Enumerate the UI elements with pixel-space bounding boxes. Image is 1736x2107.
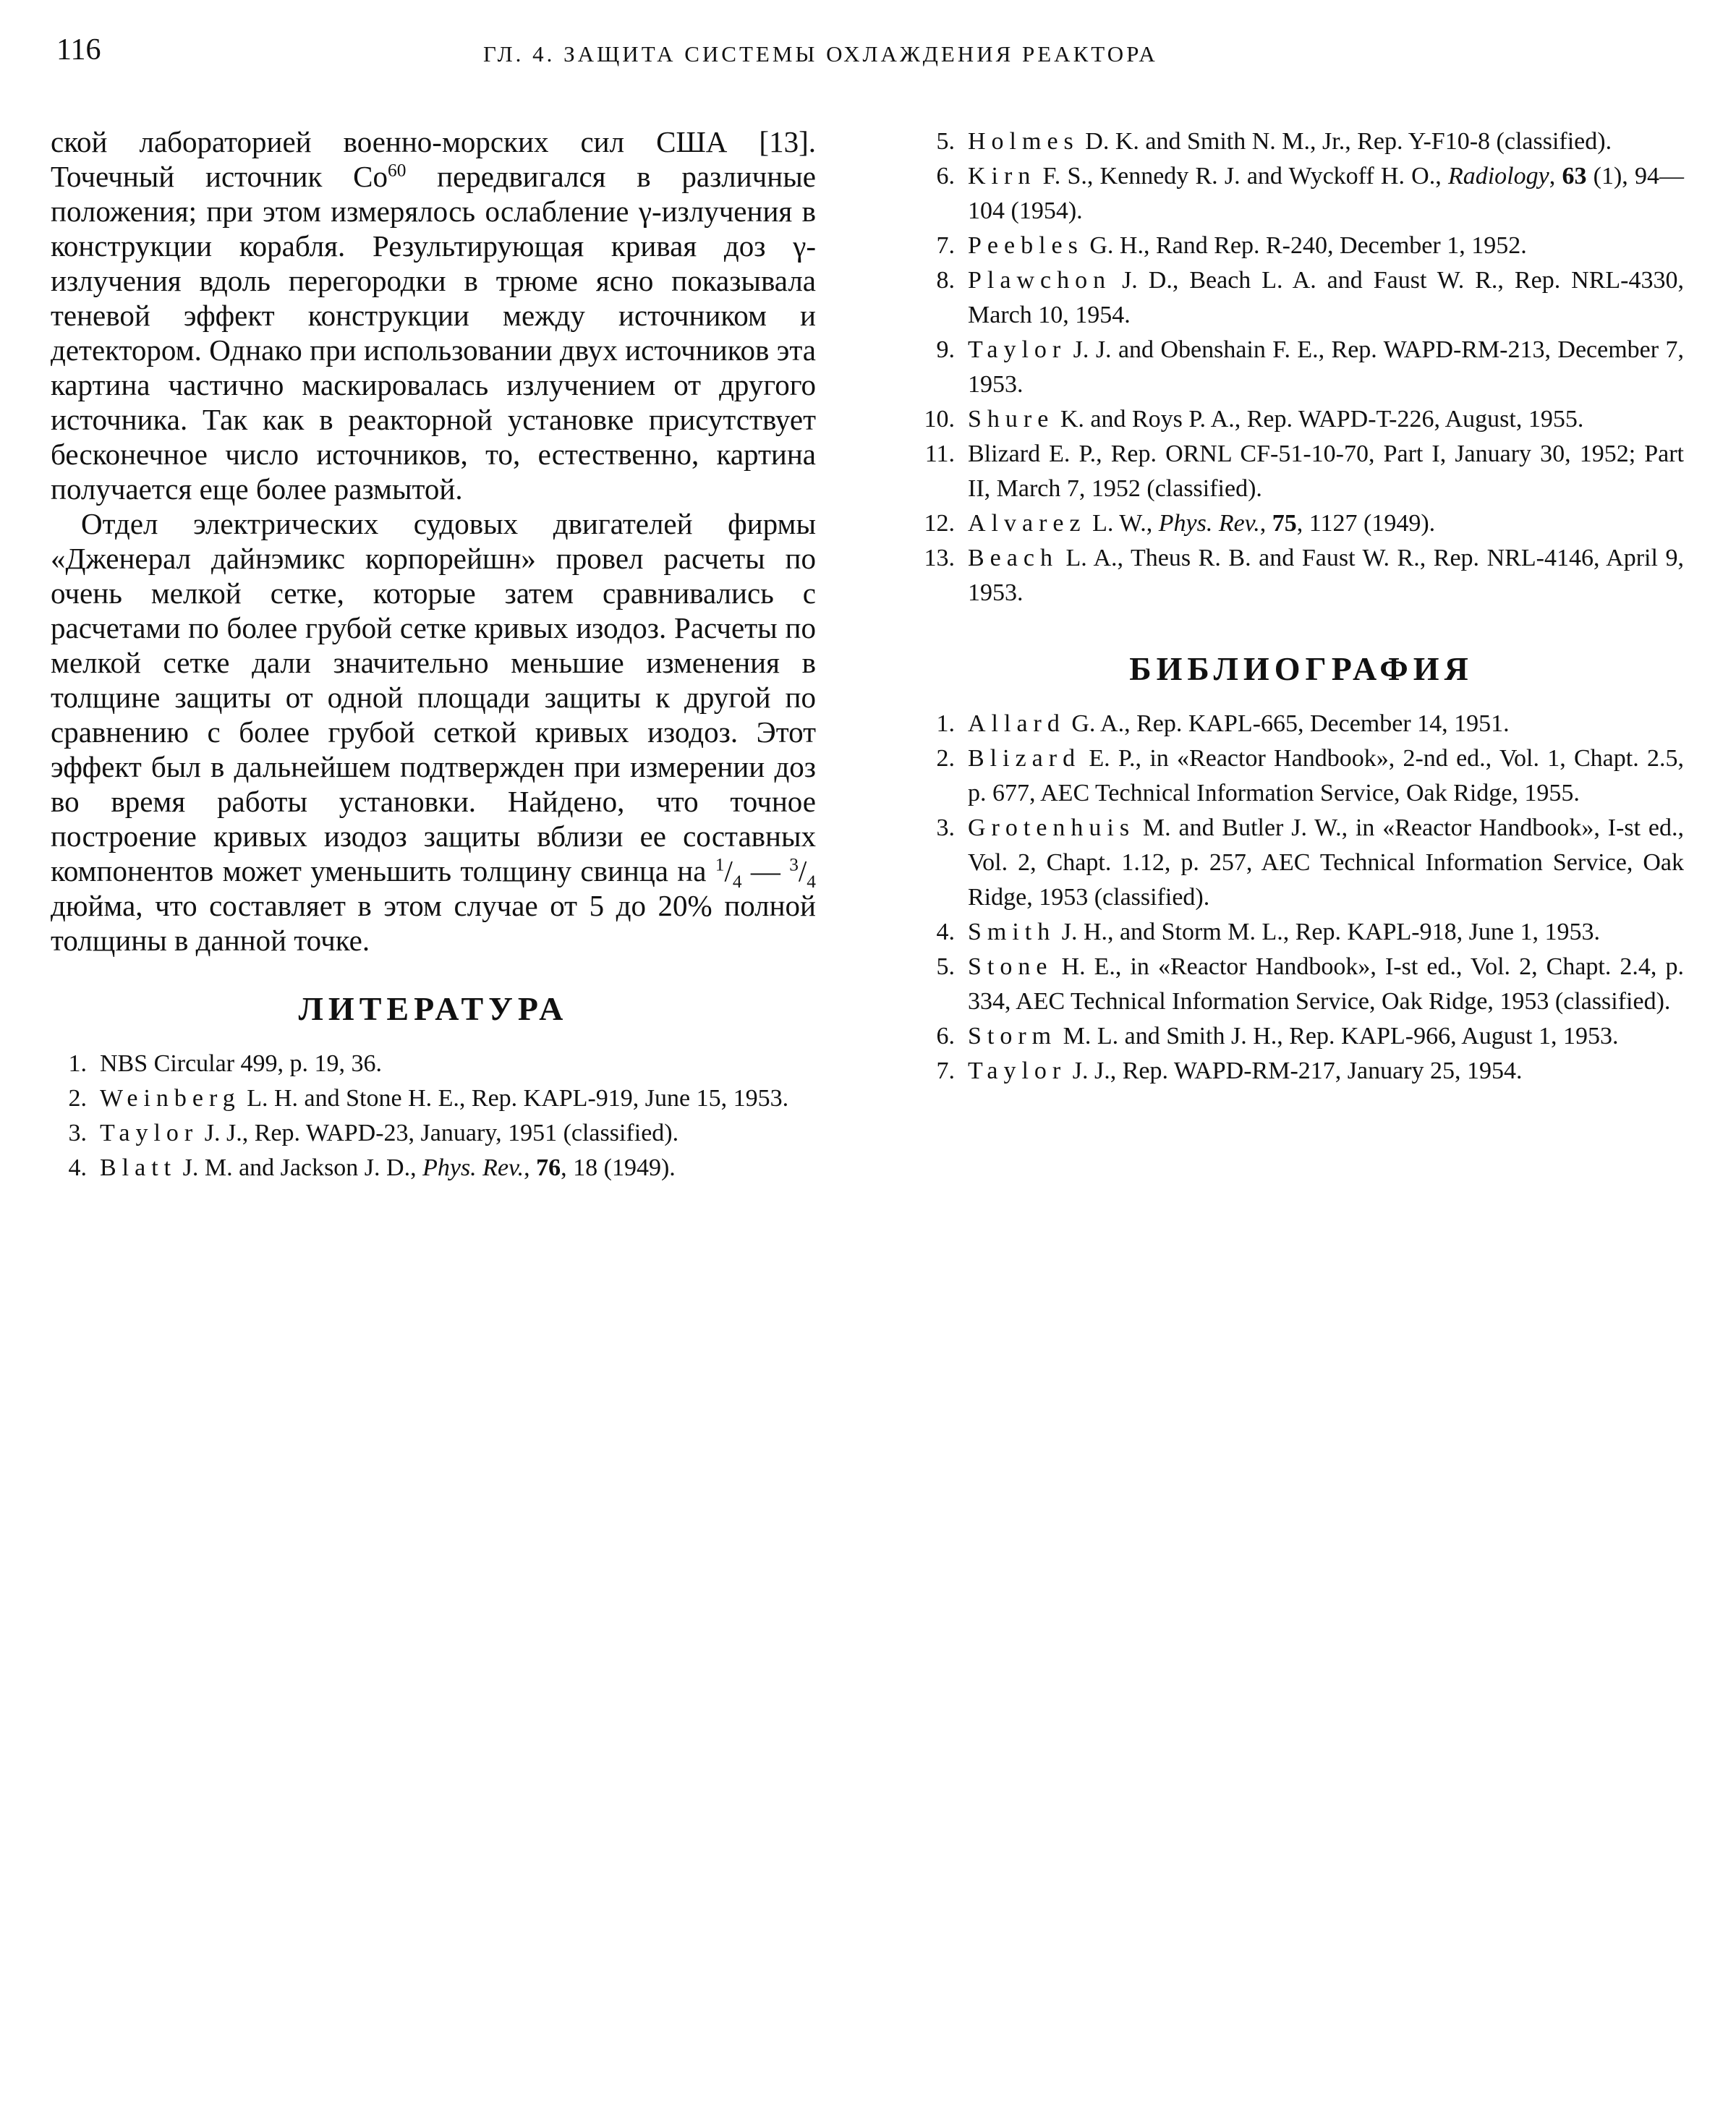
page-header	[56, 33, 1684, 83]
reference-tail: , 18 (1949).	[561, 1154, 676, 1181]
reference-author: Holmes	[968, 128, 1079, 155]
reference-text: Blizard E. P., Rep. ORNL CF-51-10-70, Part I, January 30, 1952; Part II, March 7, 1952 (classified).	[968, 440, 1684, 502]
paragraph-text: дюйма, что составляет в этом случае от 5 до 20% полной толщины в данной точке.	[51, 889, 816, 957]
reference-tail: (1), 94—104 (1954).	[968, 163, 1685, 224]
reference-author: Kirn	[968, 163, 1037, 190]
reference-volume: 63	[1562, 163, 1587, 190]
reference-item	[919, 915, 1684, 950]
bibliography-title: БИБЛИОГРАФИЯ	[1129, 650, 1473, 687]
reference-author: Weinberg	[100, 1085, 241, 1112]
reference-text: M. and Butler J. W., in «Reactor Handbook», I-st ed., Vol. 2, Chapt. 1.12, p. 257, AEC Technical Information Service, Oak Ridge, 1953 (classified).	[968, 814, 1684, 911]
reference-volume: 76	[536, 1154, 561, 1181]
reference-text: J. J., Rep. WAPD-RM-217, January 25, 1954.	[1066, 1057, 1523, 1084]
reference-number: 2.	[68, 1085, 87, 1112]
reference-item	[919, 506, 1684, 541]
reference-number: 13.	[924, 545, 955, 571]
reference-text: D. K. and Smith N. M., Jr., Rep. Y-F10-8 (classified).	[1078, 128, 1612, 155]
reference-text: G. H., Rand Rep. R-240, December 1, 1952.	[1083, 232, 1527, 259]
reference-number: 2.	[936, 745, 955, 772]
reference-item	[919, 707, 1684, 741]
reference-number: 3.	[68, 1120, 87, 1146]
reference-text: NBS Circular 499, p. 19, 36.	[100, 1050, 383, 1077]
fraction-numerator: 1	[715, 854, 725, 875]
reference-number: 3.	[936, 814, 955, 841]
reference-separator: ,	[1259, 510, 1272, 537]
reference-text: J. M. and Jackson J. D.,	[176, 1154, 423, 1181]
reference-number: 6.	[936, 163, 955, 190]
reference-number: 11.	[924, 440, 955, 467]
reference-journal: Radiology	[1447, 163, 1549, 190]
reference-journal: Phys. Rev.	[422, 1154, 524, 1181]
bibliography-list	[919, 707, 1684, 1089]
reference-author: Alvarez	[968, 510, 1086, 537]
reference-author: Taylor	[100, 1120, 199, 1146]
reference-text: G. A., Rep. KAPL-665, December 14, 1951.	[1065, 710, 1510, 737]
literature-list-part-2	[919, 124, 1684, 610]
range-dash: —	[741, 854, 790, 888]
reference-tail: , 1127 (1949).	[1296, 510, 1436, 537]
reference-number: 4.	[936, 919, 955, 945]
reference-item	[919, 950, 1684, 1019]
left-column	[51, 124, 816, 1186]
reference-item	[51, 1116, 816, 1151]
reference-text: K. and Roys P. A., Rep. WAPD-T-226, August, 1955.	[1054, 406, 1584, 433]
reference-number: 1.	[936, 710, 955, 737]
reference-author: Blizard	[968, 745, 1081, 772]
reference-item	[919, 1019, 1684, 1054]
reference-author: Beach	[968, 545, 1058, 571]
reference-number: 8.	[936, 267, 955, 294]
reference-item	[919, 1054, 1684, 1089]
reference-text: L. H. and Stone H. E., Rep. KAPL-919, June 15, 1953.	[240, 1085, 789, 1112]
reference-author: Shure	[968, 406, 1055, 433]
reference-journal: Phys. Rev.	[1158, 510, 1260, 537]
reference-author: Taylor	[968, 336, 1067, 363]
reference-number: 5.	[936, 953, 955, 980]
reference-text: J. D., Beach L. A. and Faust W. R., Rep. NRL-4330, March 10, 1954.	[968, 267, 1684, 328]
reference-item	[919, 402, 1684, 437]
page-number: 116	[56, 33, 101, 67]
reference-text: H. E., in «Reactor Handbook», I-st ed., Vol. 2, Chapt. 2.4, p. 334, AEC Technical Information Service, Oak Ridge, 1953 (classified).	[968, 953, 1684, 1015]
reference-author: Stone	[968, 953, 1053, 980]
literature-list-part-1	[51, 1047, 816, 1186]
reference-item	[919, 333, 1684, 402]
reference-number: 9.	[936, 336, 955, 363]
reference-text: J. J. and Obenshain F. E., Rep. WAPD-RM-213, December 7, 1953.	[968, 336, 1684, 398]
reference-text: L. A., Theus R. B. and Faust W. R., Rep. NRL-4146, April 9, 1953.	[968, 545, 1684, 606]
fraction-numerator: 3	[789, 854, 799, 875]
reference-number: 6.	[936, 1023, 955, 1050]
reference-author: Storm	[968, 1023, 1058, 1050]
reference-text: J. J., Rep. WAPD-23, January, 1951 (classified).	[198, 1120, 679, 1146]
reference-item	[919, 437, 1684, 506]
reference-item	[51, 1081, 816, 1116]
reference-text: L. W.,	[1086, 510, 1159, 537]
reference-author: Plawchon	[968, 267, 1112, 294]
reference-text: M. L. and Smith J. H., Rep. KAPL-966, August 1, 1953.	[1057, 1023, 1619, 1050]
reference-author: Taylor	[968, 1057, 1067, 1084]
reference-author: Allard	[968, 710, 1065, 737]
fraction-denominator: 4	[732, 872, 742, 893]
reference-number: 12.	[924, 510, 955, 537]
body-paragraph-2: Отдел электрических судовых двигателей фирмы «Дженерал дайнэмикс корпорейшн» провел расчеты по очень мелкой сетке, которые затем сравнивались с расчетами по более грубой сетке кривых изодоз. Расчеты по мелкой сетке дали значительно меньшие изменения в толщине защиты от одной площади защиты к другой по сравнению с более грубой сеткой кривых изодоз. Этот эффект был в дальнейшем подтвержден при измерении доз во время работы установки. Найдено, что точное построение кривых изодоз защиты вблизи ее составных компонентов может уменьшить толщину свинца на $^1/_4$ — $^3/_4$ дюйма, что составляет в этом случае от 5 до 20% полной толщины в данной точке.	[51, 507, 816, 957]
reference-number: 4.	[68, 1154, 87, 1181]
reference-author: Grotenhuis	[968, 814, 1136, 841]
reference-item	[919, 541, 1684, 610]
reference-separator: ,	[1549, 163, 1562, 190]
reference-number: 10.	[924, 406, 955, 433]
reference-item	[919, 124, 1684, 159]
paragraph-text: передвигался в различные положения; при этом измерялось ослабление γ-излучения в конструкции корабля. Результирующая кривая доз γ-излучения вдоль перегородки в трюме ясно показывала теневой эффект конструкции между источником и детектором. Однако при использовании двух источников эта картина частично маскировалась излучением от другого источника. Так как в реакторной установке присутствует бесконечное число источников, то, естественно, картина получается еще более размытой.	[51, 160, 816, 506]
reference-item	[919, 741, 1684, 811]
reference-text: J. H., and Storm M. L., Rep. KAPL-918, June 1, 1953.	[1055, 919, 1600, 945]
reference-item	[919, 811, 1684, 915]
literature-title: ЛИТЕРАТУРА	[298, 990, 569, 1027]
running-head: ГЛ. 4. ЗАЩИТА СИСТЕМЫ ОХЛАЖДЕНИЯ РЕАКТОРА	[483, 41, 1158, 67]
reference-item	[51, 1151, 816, 1186]
reference-text: E. P., in «Reactor Handbook», 2-nd ed., Vol. 1, Chapt. 2.5, p. 677, AEC Technical Information Service, Oak Ridge, 1955.	[968, 745, 1684, 806]
right-column	[919, 124, 1684, 1089]
reference-item	[919, 263, 1684, 333]
body-paragraph-1	[51, 124, 816, 506]
reference-separator: ,	[524, 1154, 537, 1181]
fraction-denominator: 4	[807, 872, 816, 893]
reference-item	[51, 1047, 816, 1081]
reference-text: F. S., Kennedy R. J. and Wyckoff H. O.,	[1036, 163, 1448, 190]
reference-volume: 75	[1272, 510, 1297, 537]
reference-number: 7.	[936, 1057, 955, 1084]
reference-item	[919, 229, 1684, 263]
reference-author: Peebles	[968, 232, 1084, 259]
paragraph-text: Отдел электрических судовых двигателей фирмы «Дженерал дайнэмикс корпорейшн» провел расчеты по очень мелкой сетке, которые затем сравнивались с расчетами по более грубой сетке кривых изодоз. Расчеты по мелкой сетке дали значительно меньшие изменения в толщине защиты от одной площади защиты к другой по сравнению с более грубой сеткой кривых изодоз. Этот эффект был в дальнейшем подтвержден при измерении доз во время работы установки. Найдено, что точное построение кривых изодоз защиты вблизи ее составных компонентов может уменьшить толщину свинца на	[51, 507, 816, 888]
reference-number: 5.	[936, 128, 955, 155]
reference-item	[919, 159, 1684, 229]
reference-author: Blatt	[100, 1154, 177, 1181]
reference-author: Smith	[968, 919, 1056, 945]
isotope-superscript: 60	[388, 160, 407, 181]
reference-number: 7.	[936, 232, 955, 259]
paragraph-text: ской лабораторией военно-морских сил США [13]. Точечный источник Co	[51, 125, 816, 193]
reference-number: 1.	[68, 1050, 87, 1077]
